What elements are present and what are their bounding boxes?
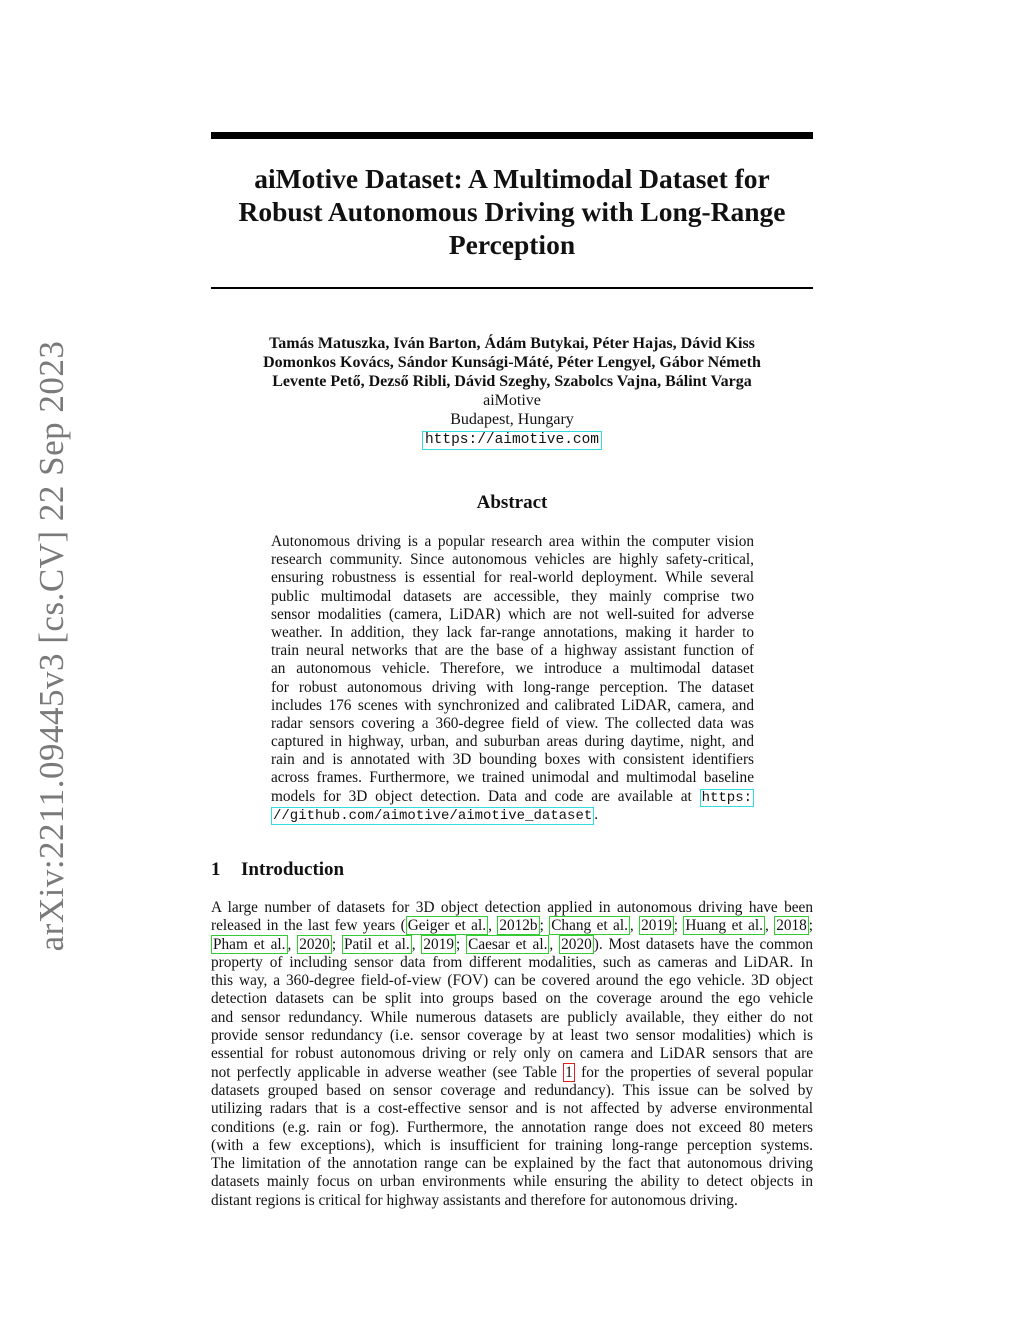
citation-link[interactable]: Huang et al. — [685, 917, 763, 935]
abstract-period: . — [594, 805, 599, 823]
abstract-line — [271, 788, 754, 806]
abstract-line: ensuring robustness is essential for real-world deployment. While several — [271, 569, 754, 587]
body-line: The limitation of the annotation range can be explained by the fact that autonomous driving — [211, 1155, 813, 1173]
body-line: (with a few exceptions), which is insufficient for training long-range perception systems. — [211, 1136, 813, 1154]
abstract-line: rain and is annotated with 3D bounding boxes with consistent identifiers — [271, 751, 754, 769]
abstract-line — [271, 806, 754, 824]
abstract-line: sensor modalities (camera, LiDAR) which are not well-suited for adverse — [271, 605, 754, 623]
body-line: essential for robust autonomous driving or rely only on camera and LiDAR sensors that are — [211, 1045, 813, 1063]
body-text-fragment: ). Most datasets have the common — [593, 935, 814, 953]
body-line: datasets grouped based on sensor coverage and redundancy). This issue can be solved by — [211, 1081, 813, 1099]
affiliation — [211, 391, 813, 450]
abstract-text: models for 3D object detection. Data and code are available at — [271, 787, 692, 805]
citation-year-link[interactable]: 2019 — [423, 935, 454, 953]
abstract-line: across frames. Furthermore, we trained unimodal and multimodal baseline — [271, 769, 754, 787]
abstract-body — [271, 533, 754, 824]
body-line: detection datasets can be split into groups based on the coverage around the ego vehicle — [211, 990, 813, 1008]
body-text-fragment: for the properties of several popular — [581, 1063, 813, 1081]
abstract-line: captured in highway, urban, and suburban areas during daytime, night, and — [271, 733, 754, 751]
affiliation-location: Budapest, Hungary — [450, 411, 574, 428]
citation-year-link[interactable]: 2020 — [299, 935, 330, 953]
citation-link[interactable]: Chang et al. — [551, 917, 628, 935]
title-line: Robust Autonomous Driving with Long-Range — [238, 196, 786, 227]
title-line: Perception — [448, 229, 576, 260]
author-names — [211, 334, 813, 391]
body-line: datasets mainly focus on urban environments while ensuring the ability to detect objects in — [211, 1173, 813, 1191]
abstract-line: Autonomous driving is a popular research area within the computer vision — [271, 533, 754, 550]
body-line: provide sensor redundancy (i.e. sensor coverage by at least two sensor modalities) which is — [211, 1027, 813, 1045]
abstract-line: radar sensors covering a 360-degree field of view. The collected data was — [271, 714, 754, 732]
title-line: aiMotive Dataset: A Multimodal Dataset for — [254, 163, 770, 194]
citation-year-link[interactable]: 2019 — [641, 917, 672, 935]
citation-year-link[interactable]: 2012b — [499, 917, 538, 935]
body-line — [211, 1064, 813, 1082]
citation-year-link[interactable]: 2020 — [561, 935, 592, 953]
body-text-fragment: released in the last few years ( — [211, 917, 406, 935]
paper-title — [211, 162, 813, 261]
body-line: this way, a 360-degree field-of-view (FOV) can be covered around the ego vehicle. 3D object — [211, 972, 813, 990]
body-line: property of including sensor data from different modalities, such as cameras and LiDAR. In — [211, 953, 813, 971]
author-line: Domonkos Kovács, Sándor Kunsági-Máté, Péter Lengyel, Gábor Németh — [263, 354, 761, 371]
abstract-line: for robust autonomous driving with long-range perception. The dataset — [271, 678, 754, 696]
body-line: released in the last few years ( Geiger et al. , 2012b ; Chang et al. , 2019 ; Huang et al. , 2018 ; — [211, 917, 814, 935]
abstract-line: public multimodal datasets are accessible, they mainly comprise two — [271, 587, 754, 605]
title-bottom-rule — [211, 287, 813, 289]
body-line: utilizing radars that is a cost-effective sensor and is not affected by adverse environmental — [211, 1100, 813, 1118]
section-title: Introduction — [241, 859, 345, 880]
author-block — [211, 334, 813, 450]
abstract-line: train neural networks that are the base of a highway assistant function of — [271, 642, 754, 660]
body-line: distant regions is critical for highway assistants and therefore for autonomous driving. — [211, 1191, 738, 1209]
abstract-line: weather. In addition, they lack far-range annotations, making it harder to — [271, 623, 754, 641]
abstract-line: includes 176 scenes with synchronized and calibrated LiDAR, camera, and — [271, 696, 754, 714]
author-line: Levente Pető, Dezső Ribli, Dávid Szeghy, Szabolcs Vajna, Bálint Varga — [272, 373, 752, 390]
abstract-line: an autonomous vehicle. Therefore, we introduce a multimodal dataset — [271, 660, 754, 678]
affiliation-org: aiMotive — [483, 392, 541, 409]
dataset-url-link-part1[interactable]: https: — [701, 789, 753, 806]
abstract-line: research community. Since autonomous vehicles are highly safety-critical, — [271, 551, 754, 569]
abstract-heading: Abstract — [476, 492, 548, 513]
citation-link[interactable]: Patil et al. — [343, 935, 410, 953]
citation-link[interactable]: Caesar et al. — [468, 935, 548, 953]
body-line: Pham et al. , 2020 ; Patil et al. , 2019 ; Caesar et al. , 2020 ). Most datasets have the common — [213, 935, 814, 953]
citation-link[interactable]: Pham et al. — [213, 935, 286, 953]
author-line: Tamás Matuszka, Iván Barton, Ádám Butykai, Péter Hajas, Dávid Kiss — [269, 335, 755, 352]
section-number: 1 — [211, 859, 221, 880]
introduction-body — [211, 899, 813, 1210]
title-top-rule — [211, 132, 813, 139]
body-line: A large number of datasets for 3D object detection applied in autonomous driving have been — [211, 899, 813, 916]
affiliation-url-link[interactable]: https://aimotive.com — [422, 431, 602, 450]
body-line: and sensor redundancy. While numerous datasets are publicly available, they either do not — [211, 1008, 813, 1026]
body-line: conditions (e.g. rain or fog). Furthermore, the annotation range does not exceed 80 meters — [211, 1118, 813, 1136]
citation-link[interactable]: Geiger et al. — [407, 917, 487, 935]
body-text-fragment: not perfectly applicable in adverse weather (see Table — [211, 1063, 557, 1081]
citation-year-link[interactable]: 2018 — [776, 917, 807, 935]
dataset-url-link-part2[interactable]: //github.com/aimotive/aimotive_dataset — [273, 807, 593, 824]
table-reference-link[interactable]: 1 — [565, 1063, 573, 1081]
arxiv-stamp: arXiv:2211.09445v3 [cs.CV] 22 Sep 2023 — [32, 340, 71, 952]
section-heading — [211, 858, 344, 882]
